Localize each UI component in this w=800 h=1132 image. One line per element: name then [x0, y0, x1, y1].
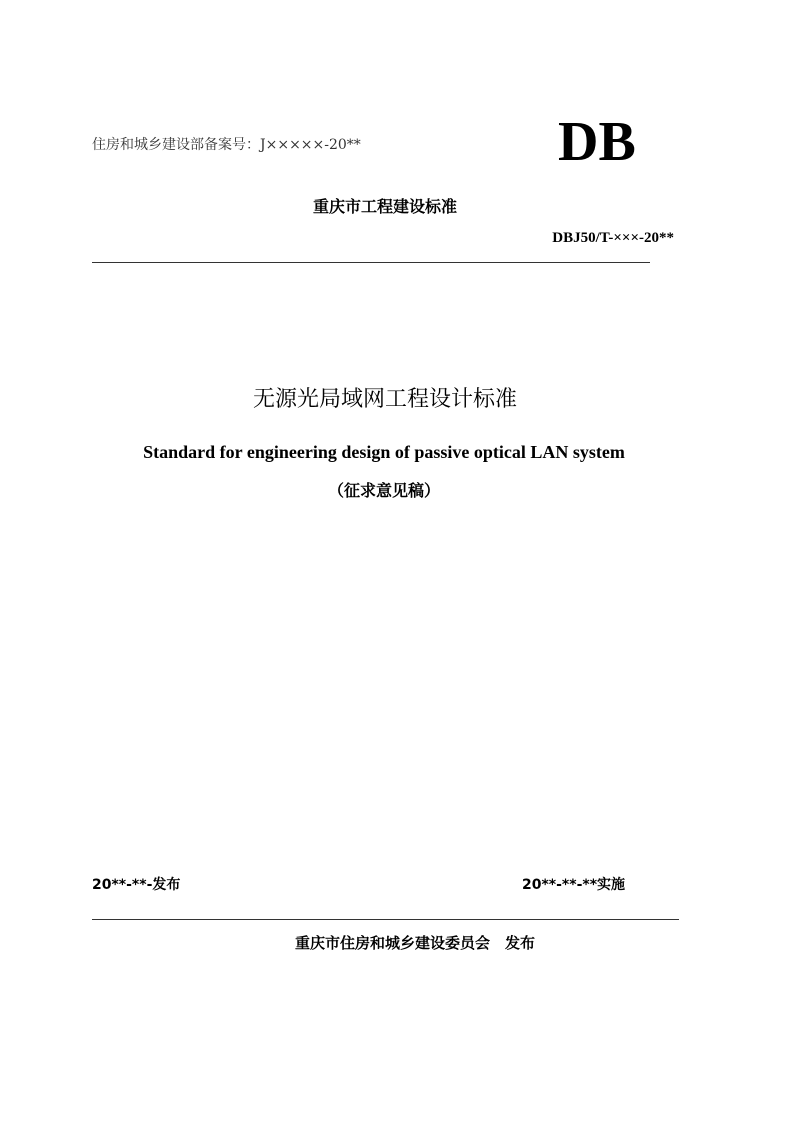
- document-title-english: Standard for engineering design of passive optical LAN system: [143, 442, 625, 462]
- standard-code: DBJ50/T-×××-20**: [552, 230, 674, 246]
- implement-date: 20**-**-**实施: [522, 877, 626, 893]
- document-title-chinese: 无源光局域网工程设计标准: [252, 387, 517, 412]
- standard-category: 重庆市工程建设标准: [312, 197, 457, 216]
- draft-note: （征求意见稿）: [327, 481, 440, 500]
- footer-divider: [92, 919, 679, 920]
- publisher: 重庆市住房和城乡建设委员会 发布: [294, 934, 535, 952]
- publish-date: 20**-**-发布: [92, 877, 181, 893]
- record-number: 住房和城乡建设部备案号：J×××××-20**: [92, 137, 361, 153]
- header-divider: [92, 262, 650, 263]
- db-standard-mark: DB: [558, 111, 636, 173]
